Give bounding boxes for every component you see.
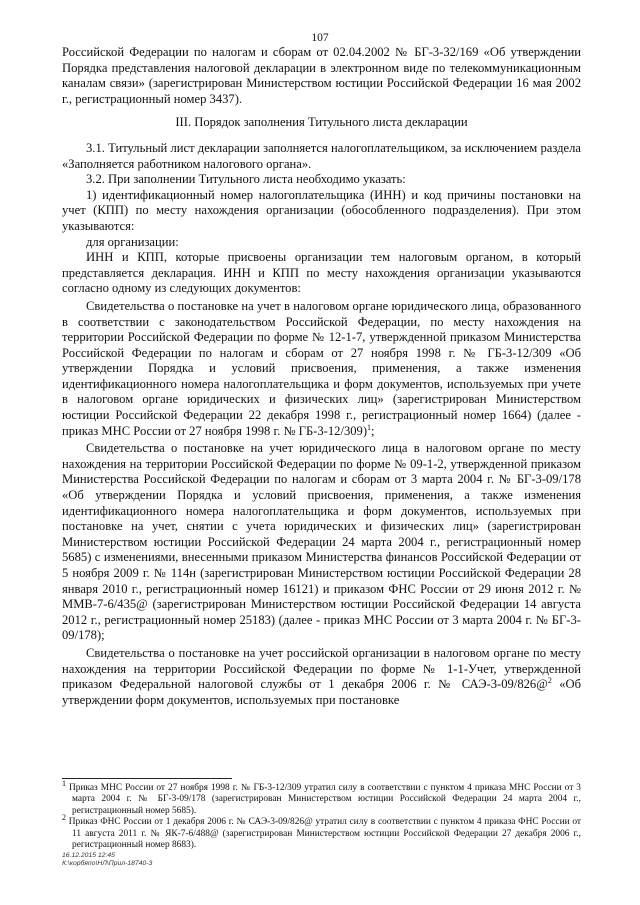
certificate-3-text: Свидетельства о постановке на учет российской организации в налоговом органе по месту нахождения на территории Российской Федерации по форме № 1-1-Учет, утвержденной приказом Федеральной налоговой службы от 1 декабря 2006 г. № САЭ-3-09/826@ [62,645,581,692]
lead-paragraph: Российской Федерации по налогам и сборам от 02.04.2002 № БГ-3-32/169 «Об утверждении Порядка представления налоговой декларации в электронном виде по телекоммуникационным каналам связи» (зарегистрирован Министерством юстиции Российской Федерации 16 мая 2002 г., регистрационный номер 3437). [62,45,581,106]
inn-kpp-paragraph: ИНН и КПП, которые присвоены организации тем налоговым органом, в который представляется декларация. ИНН и КПП по месту нахождения организации указываются согласно одному из следующих документов: [62,250,581,296]
footnote-1 [62,778,581,817]
footnote-2-mark: 2 [62,813,66,823]
certificate-2-paragraph: Свидетельства о постановке на учет юридического лица в налоговом органе по месту нахождения на территории Российской Федерации по форме № 09-1-2, утвержденной приказом Министерства Российской Федерации по налогам и сборам от 3 марта 2004 г. № БГ-3-09/178 «Об утверждении Порядка и условий присвоения, применения, а также изменения идентификационного номера налогоплательщика и форм документов, используемых при постановке на учет, снятии с учета юридических и физических лиц» (зарегистрирован Министерством юстиции Российской Федерации 24 марта 2004 г., регистрационный номер 5685) с изменениями, внесенными приказом Министерства финансов Российской Федерации от 5 ноября 2009 г. № 114н (зарегистрирован Министерством юстиции Российской Федерации 28 января 2010 г., регистрационный номер 16121) и приказом ФНС России от 29 июня 2012 г. № ММВ-7-6/435@ (зарегистрирован Министерством юстиции Российской Федерации 14 августа 2012 г., регистрационный номер 25183) (далее - приказ МНС России от 3 марта 2004 г. № БГ-3-09/178); [62,441,581,643]
section-heading: III. Порядок заполнения Титульного листа декларации [175,115,468,130]
footnote-2-text: Приказ ФНС России от 1 декабря 2006 г. № САЭ-3-09/826@ утратил силу в соответствии с пунктом 4 приказа ФНС России от 11 августа 2011 г. № ЯК-7-6/488@ (зарегистрирован Министерством юстиции Российской Федерации 27 декабря 2006 г., регистрационный номер 8683). [66,817,581,851]
stamp-path: К:\корбяпо\НЛ\Прил-18740-3 [62,860,153,868]
certificate-3-end: «Об утверждении форм документов, используемых при постановке [62,677,582,707]
footnote-2 [62,813,581,851]
for-organizations: для организации: [86,234,179,249]
certificate-1-paragraph [62,299,581,439]
footnote-ref-1: 1 [367,422,372,432]
item-3-2: 3.2. При заполнении Титульного листа необходимо указать: [86,172,406,187]
page-number: 107 [311,32,329,44]
certificate-3-paragraph [62,646,581,708]
footnotes [62,778,581,868]
certificate-1-end: ; [371,423,375,438]
footnote-ref-2: 2 [547,675,552,685]
footnote-divider [62,778,232,779]
footnote-1-text: Приказ МНС России от 27 ноября 1998 г. № ГБ-3-12/309 утратил силу в соответствии с пунктом 4 приказа МНС России от 3 марта 2004 г. № БГ-3-09/178 (зарегистрирован Министерством юстиции Российской Федерации 24 марта 2004 г., регистрационный номер 5685). [66,783,581,816]
document-body [62,45,581,708]
stamp-date: 16.12.2015 12:45 [62,852,115,860]
subitem-1: 1) идентификационный номер налогоплательщика (ИНН) и код причины постановки на учет (КПП) по месту нахождения организации (обособленного подразделения). При этом указываются: [62,187,581,233]
item-3-1: 3.1. Титульный лист декларации заполняется налогоплательщиком, за исключением раздела «Заполняется работником налогового органа». [62,140,581,171]
certificate-1-text: Свидетельства о постановке на учет в налоговом органе юридического лица, образованного в соответствии с законодательством Российской Федерации, по месту нахождения на территории Российской Федерации по форме № 12-1-7, утвержденной приказом Министерства Российской Федерации по налогам и сборам от 27 ноября 1998 г. № ГБ-3-12/309 «Об утверждении Порядка и условий присвоения, применения, а также изменения идентификационного номера налогоплательщика и форм документов, используемых при учете в налоговом органе юридических и физических лиц» (зарегистрирован Министерством юстиции Российской Федерации 22 декабря 1998 г., регистрационный номер 1664) (далее - приказ МНС России от 27 ноября 1998 г. № ГБ-3-12/309) [62,298,581,438]
file-stamp [62,852,581,868]
footnote-1-mark: 1 [62,778,66,788]
